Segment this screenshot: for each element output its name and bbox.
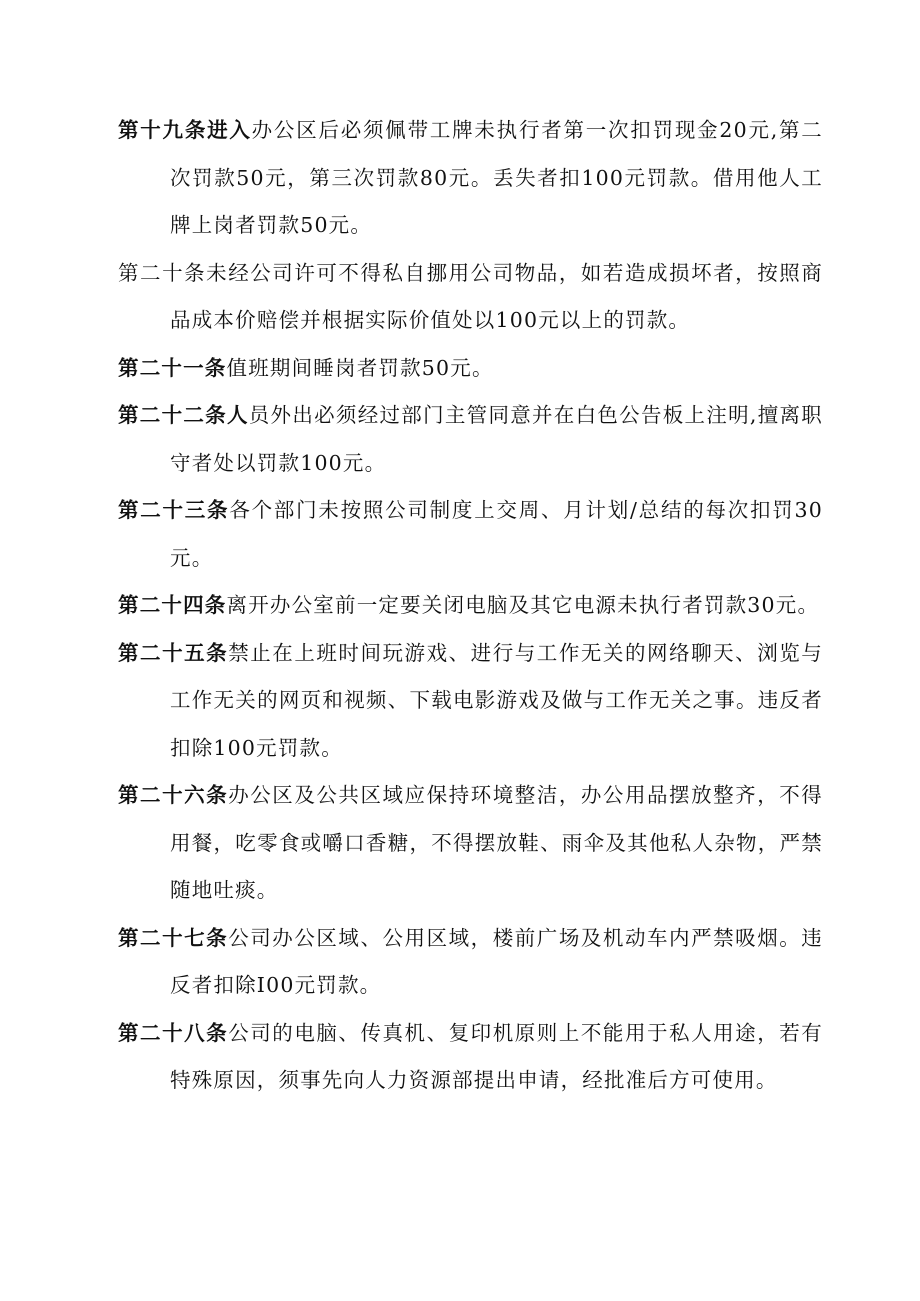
clause-number: 第十九条进入 xyxy=(118,118,252,142)
clause-number: 第二十一条 xyxy=(118,355,227,380)
clause-text: 值班期间睡岗者罚款50元。 xyxy=(226,355,494,380)
clause-text: 办公区后必须佩带工牌未执行者第一次扣罚现金20元,第二次罚款50元，第三次罚款80元。丢失者扣100元罚款。借用他人工牌上岗者罚款50元。 xyxy=(170,118,823,237)
clause-text: 禁止在上班时间玩游戏、进行与工作无关的网络聊天、浏览与工作无关的网页和视频、下载电影游戏及做与工作无关之事。违反者扣除100元罚款。 xyxy=(170,640,824,760)
clause-number: 第二十三条 xyxy=(118,498,230,522)
clause-19 xyxy=(118,107,823,250)
clause-text: 未经公司许可不得私自挪用公司物品，如若造成损坏者，按照商品成本价赔偿并根据实际价值处以100元以上的罚款。 xyxy=(170,260,823,332)
clause-text: 离开办公室前一定要关闭电脑及其它电源未执行者罚款30元。 xyxy=(226,593,820,617)
clause-24 xyxy=(118,582,823,630)
clause-text: 公司的电脑、传真机、复印机原则上不能用于私人用途，若有特殊原因，须事先向人力资源部提出申请，经批准后方可使用。 xyxy=(170,1020,824,1092)
clause-25 xyxy=(118,630,823,773)
clause-text: 公司办公区域、公用区域，楼前广场及机动车内严禁吸烟。违反者扣除I00元罚款。 xyxy=(170,925,824,997)
clause-number: 第二十四条 xyxy=(118,593,227,617)
clause-20 xyxy=(118,250,823,345)
clause-number: 第二十五条 xyxy=(118,640,229,665)
clause-number: 第二十二条人 xyxy=(118,403,249,427)
clause-number: 第二十七条 xyxy=(118,925,229,950)
clause-number: 第二十八条 xyxy=(118,1020,229,1045)
document-page xyxy=(118,107,823,1105)
clause-text: 办公区及公共区域应保持环境整洁，办公用品摆放整齐，不得用餐，吃零食或嚼口香糖，不得摆放鞋、雨伞及其他私人杂物，严禁随地吐痰。 xyxy=(170,783,824,902)
clause-26 xyxy=(118,772,823,915)
clause-number: 第二十条 xyxy=(118,260,207,285)
clause-22 xyxy=(118,392,823,487)
clause-number: 第二十六条 xyxy=(118,783,229,807)
clause-21 xyxy=(118,345,823,393)
clause-28 xyxy=(118,1010,823,1105)
clause-text: 各个部门未按照公司制度上交周、月计划/总结的每次扣罚30元。 xyxy=(170,498,824,570)
clause-text: 员外出必须经过部门主管同意并在白色公告板上注明,擅离职守者处以罚款100元。 xyxy=(170,403,824,475)
clause-27 xyxy=(118,915,823,1010)
clause-23 xyxy=(118,487,823,582)
